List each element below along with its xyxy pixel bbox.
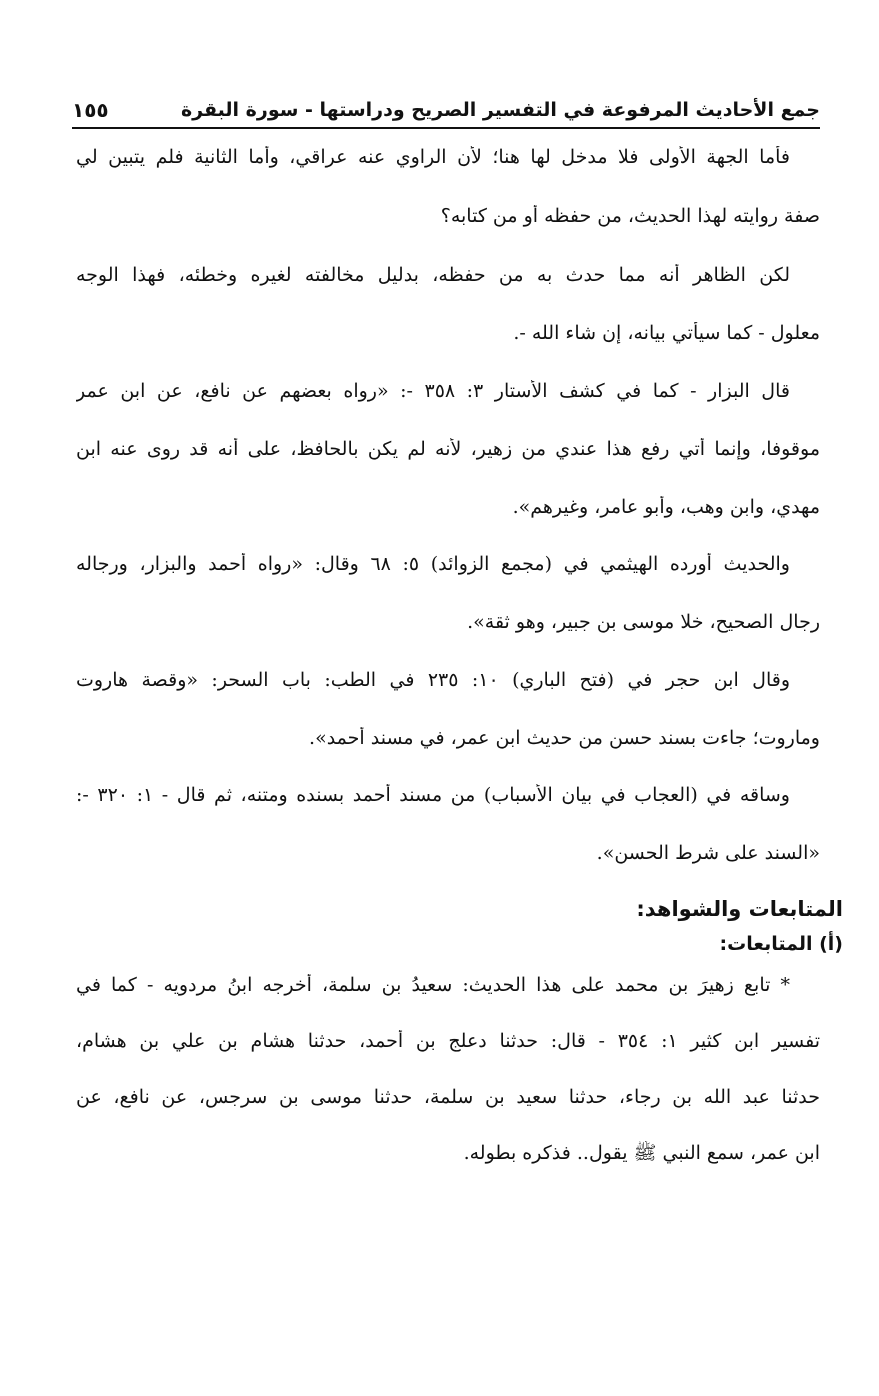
text-line: موقوفا، وإنما أتي رفع هذا عندي من زهير، لأنه لم يكن بالحافظ، على أنه قد روى عنه ابن <box>76 438 820 460</box>
text-line: حدثنا عبد الله بن رجاء، حدثنا سعيد بن سلمة، حدثنا موسى بن سرجس، عن نافع، عن <box>76 1086 820 1108</box>
text-line: فأما الجهة الأولى فلا مدخل لها هنا؛ لأن الراوي عنه عراقي، وأما الثانية فلم يتبين لي <box>76 146 790 168</box>
text-line: وقال ابن حجر في (فتح الباري) ١٠: ٢٣٥ في الطب: باب السحر: «وقصة هاروت <box>76 669 790 691</box>
text-line: مهدي، وابن وهب، وأبو عامر، وغيرهم». <box>512 496 820 518</box>
text-line: رجال الصحيح، خلا موسى بن جبير، وهو ثقة». <box>467 611 820 633</box>
text-line: «السند على شرط الحسن». <box>596 842 820 864</box>
header-title: جمع الأحاديث المرفوعة في التفسير الصريح ودراستها - سورة البقرة <box>180 99 820 121</box>
running-header <box>72 92 820 128</box>
text-line: وماروت؛ جاءت بسند حسن من حديث ابن عمر، في مسند أحمد». <box>309 727 820 749</box>
text-line: قال البزار - كما في كشف الأستار ٣: ٣٥٨ -: «رواه بعضهم عن نافع، عن ابن عمر <box>76 380 790 402</box>
text-line: لكن الظاهر أنه مما حدث به من حفظه، بدليل مخالفته لغيره وخطئه، فهذا الوجه <box>76 264 790 286</box>
text-line: صفة روايته لهذا الحديث، من حفظه أو من كتابه؟ <box>440 205 820 227</box>
text-line: ابن عمر، سمع النبي ﷺ يقول.. فذكره بطوله. <box>463 1142 820 1164</box>
text-line: وساقه في (العجاب في بيان الأسباب) من مسند أحمد بسنده ومتنه، ثم قال - ١: ٣٢٠ -: <box>76 784 790 806</box>
text-line: * تابع زهيرَ بن محمد على هذا الحديث: سعيدُ بن سلمة، أخرجه ابنُ مردويه - كما في <box>76 974 790 996</box>
text-line: معلول - كما سيأتي بيانه، إن شاء الله -. <box>513 322 820 344</box>
subsection-heading: (أ) المتابعات: <box>719 933 843 955</box>
header-divider <box>72 127 820 129</box>
text-line: تفسير ابن كثير ١: ٣٥٤ - قال: حدثنا دعلج بن أحمد، حدثنا هشام بن علي بن هشام، <box>76 1030 820 1052</box>
page-number: ١٥٥ <box>72 98 109 122</box>
section-heading: المتابعات والشواهد: <box>636 897 843 921</box>
text-line: والحديث أورده الهيثمي في (مجمع الزوائد) ٥: ٦٨ وقال: «رواه أحمد والبزار، ورجاله <box>76 553 790 575</box>
